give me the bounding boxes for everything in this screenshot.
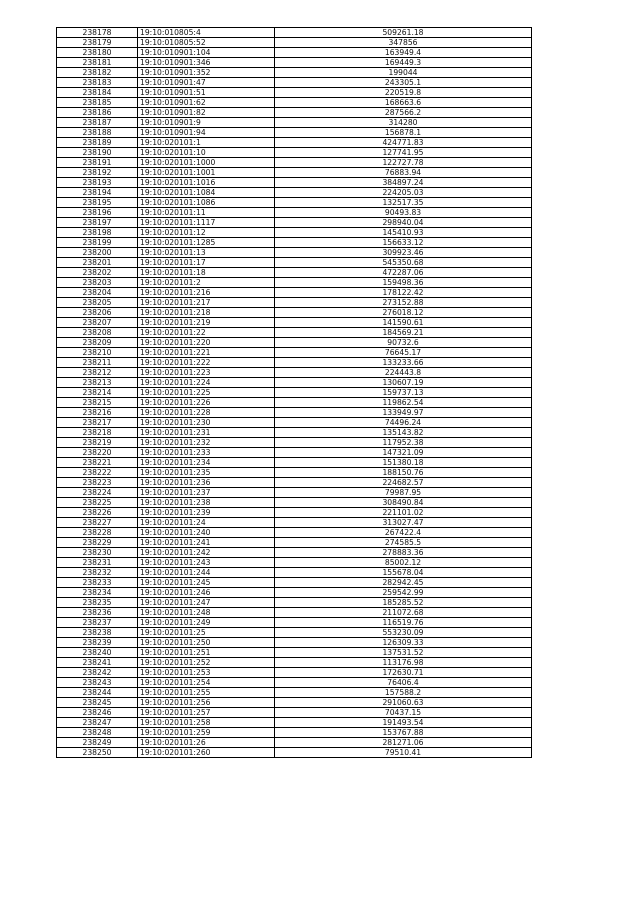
cadastral-number-cell: 19:10:020101:239 xyxy=(138,508,275,518)
row-number-cell: 238210 xyxy=(57,348,138,358)
table-row xyxy=(57,318,532,328)
cadastral-number-cell: 19:10:020101:26 xyxy=(138,738,275,748)
value-cell: 141590.61 xyxy=(275,318,532,328)
value-cell: 267422.4 xyxy=(275,528,532,538)
cadastral-number-cell: 19:10:020101:257 xyxy=(138,708,275,718)
value-cell: 137531.52 xyxy=(275,648,532,658)
value-cell: 133233.66 xyxy=(275,358,532,368)
cadastral-number-cell: 19:10:020101:222 xyxy=(138,358,275,368)
row-number-cell: 238245 xyxy=(57,698,138,708)
value-cell: 76645.17 xyxy=(275,348,532,358)
cadastral-number-cell: 19:10:020101:221 xyxy=(138,348,275,358)
table-row xyxy=(57,248,532,258)
value-cell: 156878.1 xyxy=(275,128,532,138)
row-number-cell: 238229 xyxy=(57,538,138,548)
row-number-cell: 238231 xyxy=(57,558,138,568)
table-row xyxy=(57,618,532,628)
table-row xyxy=(57,48,532,58)
value-cell: 278883.36 xyxy=(275,548,532,558)
row-number-cell: 238236 xyxy=(57,608,138,618)
row-number-cell: 238206 xyxy=(57,308,138,318)
row-number-cell: 238179 xyxy=(57,38,138,48)
value-cell: 90732.6 xyxy=(275,338,532,348)
value-cell: 472287.06 xyxy=(275,268,532,278)
table-row xyxy=(57,568,532,578)
row-number-cell: 238180 xyxy=(57,48,138,58)
row-number-cell: 238241 xyxy=(57,658,138,668)
row-number-cell: 238232 xyxy=(57,568,138,578)
cadastral-number-cell: 19:10:020101:216 xyxy=(138,288,275,298)
cadastral-number-cell: 19:10:020101:25 xyxy=(138,628,275,638)
row-number-cell: 238218 xyxy=(57,428,138,438)
table-row xyxy=(57,358,532,368)
value-cell: 127741.95 xyxy=(275,148,532,158)
row-number-cell: 238237 xyxy=(57,618,138,628)
row-number-cell: 238195 xyxy=(57,198,138,208)
cadastral-number-cell: 19:10:020101:256 xyxy=(138,698,275,708)
row-number-cell: 238247 xyxy=(57,718,138,728)
table-row xyxy=(57,168,532,178)
value-cell: 133949.97 xyxy=(275,408,532,418)
value-cell: 119862.54 xyxy=(275,398,532,408)
cadastral-number-cell: 19:10:020101:246 xyxy=(138,588,275,598)
table-row xyxy=(57,228,532,238)
table-row xyxy=(57,558,532,568)
cadastral-number-cell: 19:10:020101:234 xyxy=(138,458,275,468)
table-body xyxy=(57,28,532,758)
row-number-cell: 238205 xyxy=(57,298,138,308)
cadastral-number-cell: 19:10:020101:1000 xyxy=(138,158,275,168)
row-number-cell: 238214 xyxy=(57,388,138,398)
table-row xyxy=(57,718,532,728)
cadastral-number-cell: 19:10:020101:2 xyxy=(138,278,275,288)
cadastral-number-cell: 19:10:020101:1001 xyxy=(138,168,275,178)
row-number-cell: 238200 xyxy=(57,248,138,258)
value-cell: 74496.24 xyxy=(275,418,532,428)
table-row xyxy=(57,678,532,688)
table-row xyxy=(57,308,532,318)
table-row xyxy=(57,238,532,248)
row-number-cell: 238199 xyxy=(57,238,138,248)
table-row xyxy=(57,268,532,278)
row-number-cell: 238219 xyxy=(57,438,138,448)
cadastral-number-cell: 19:10:020101:232 xyxy=(138,438,275,448)
table-row xyxy=(57,198,532,208)
table-row xyxy=(57,338,532,348)
value-cell: 313027.47 xyxy=(275,518,532,528)
row-number-cell: 238196 xyxy=(57,208,138,218)
table-row xyxy=(57,388,532,398)
row-number-cell: 238243 xyxy=(57,678,138,688)
row-number-cell: 238178 xyxy=(57,28,138,38)
value-cell: 159737.13 xyxy=(275,388,532,398)
value-cell: 185285.52 xyxy=(275,598,532,608)
table-row xyxy=(57,128,532,138)
row-number-cell: 238197 xyxy=(57,218,138,228)
cadastral-number-cell: 19:10:020101:254 xyxy=(138,678,275,688)
cadastral-number-cell: 19:10:020101:13 xyxy=(138,248,275,258)
cadastral-number-cell: 19:10:010901:352 xyxy=(138,68,275,78)
table-row xyxy=(57,398,532,408)
table-row xyxy=(57,418,532,428)
table-row xyxy=(57,378,532,388)
cadastral-number-cell: 19:10:010901:346 xyxy=(138,58,275,68)
cadastral-number-cell: 19:10:010901:82 xyxy=(138,108,275,118)
cadastral-number-cell: 19:10:020101:219 xyxy=(138,318,275,328)
row-number-cell: 238194 xyxy=(57,188,138,198)
value-cell: 168663.6 xyxy=(275,98,532,108)
table-row xyxy=(57,88,532,98)
table-row xyxy=(57,368,532,378)
cadastral-number-cell: 19:10:020101:249 xyxy=(138,618,275,628)
table-row xyxy=(57,288,532,298)
value-cell: 276018.12 xyxy=(275,308,532,318)
table-row xyxy=(57,278,532,288)
table-row xyxy=(57,108,532,118)
row-number-cell: 238235 xyxy=(57,598,138,608)
cadastral-number-cell: 19:10:020101:253 xyxy=(138,668,275,678)
table-row xyxy=(57,728,532,738)
row-number-cell: 238187 xyxy=(57,118,138,128)
cadastral-number-cell: 19:10:010901:104 xyxy=(138,48,275,58)
table-row xyxy=(57,428,532,438)
cadastral-number-cell: 19:10:020101:231 xyxy=(138,428,275,438)
table-row xyxy=(57,68,532,78)
value-cell: 314280 xyxy=(275,118,532,128)
table-row xyxy=(57,508,532,518)
cadastral-number-cell: 19:10:020101:241 xyxy=(138,538,275,548)
table-row xyxy=(57,528,532,538)
table-row xyxy=(57,498,532,508)
table-row xyxy=(57,178,532,188)
value-cell: 153767.88 xyxy=(275,728,532,738)
table-row xyxy=(57,658,532,668)
cadastral-number-cell: 19:10:020101:243 xyxy=(138,558,275,568)
row-number-cell: 238225 xyxy=(57,498,138,508)
row-number-cell: 238186 xyxy=(57,108,138,118)
row-number-cell: 238234 xyxy=(57,588,138,598)
cadastral-number-cell: 19:10:020101:247 xyxy=(138,598,275,608)
cadastral-number-cell: 19:10:020101:248 xyxy=(138,608,275,618)
cadastral-number-cell: 19:10:020101:1084 xyxy=(138,188,275,198)
table-row xyxy=(57,28,532,38)
row-number-cell: 238238 xyxy=(57,628,138,638)
value-cell: 85002.12 xyxy=(275,558,532,568)
value-cell: 224205.03 xyxy=(275,188,532,198)
cadastral-number-cell: 19:10:020101:226 xyxy=(138,398,275,408)
value-cell: 199044 xyxy=(275,68,532,78)
cadastral-number-cell: 19:10:020101:260 xyxy=(138,748,275,758)
value-cell: 211072.68 xyxy=(275,608,532,618)
cadastral-number-cell: 19:10:020101:225 xyxy=(138,388,275,398)
cadastral-number-cell: 19:10:020101:245 xyxy=(138,578,275,588)
value-cell: 424771.83 xyxy=(275,138,532,148)
cadastral-number-cell: 19:10:020101:17 xyxy=(138,258,275,268)
row-number-cell: 238222 xyxy=(57,468,138,478)
cadastral-number-cell: 19:10:020101:1117 xyxy=(138,218,275,228)
row-number-cell: 238182 xyxy=(57,68,138,78)
cadastral-number-cell: 19:10:020101:240 xyxy=(138,528,275,538)
value-cell: 384897.24 xyxy=(275,178,532,188)
data-table xyxy=(56,27,532,758)
cadastral-number-cell: 19:10:010901:62 xyxy=(138,98,275,108)
table-row xyxy=(57,158,532,168)
cadastral-number-cell: 19:10:020101:237 xyxy=(138,488,275,498)
value-cell: 184569.21 xyxy=(275,328,532,338)
row-number-cell: 238212 xyxy=(57,368,138,378)
table-row xyxy=(57,488,532,498)
cadastral-number-cell: 19:10:020101:11 xyxy=(138,208,275,218)
row-number-cell: 238226 xyxy=(57,508,138,518)
cadastral-number-cell: 19:10:020101:235 xyxy=(138,468,275,478)
table-row xyxy=(57,478,532,488)
table-row xyxy=(57,538,532,548)
row-number-cell: 238230 xyxy=(57,548,138,558)
cadastral-number-cell: 19:10:010901:9 xyxy=(138,118,275,128)
value-cell: 126309.33 xyxy=(275,638,532,648)
value-cell: 188150.76 xyxy=(275,468,532,478)
table-row xyxy=(57,118,532,128)
value-cell: 122727.78 xyxy=(275,158,532,168)
cadastral-number-cell: 19:10:020101:233 xyxy=(138,448,275,458)
table-row xyxy=(57,218,532,228)
value-cell: 282942.45 xyxy=(275,578,532,588)
table-row xyxy=(57,738,532,748)
table-row xyxy=(57,628,532,638)
cadastral-number-cell: 19:10:020101:220 xyxy=(138,338,275,348)
value-cell: 151380.18 xyxy=(275,458,532,468)
cadastral-number-cell: 19:10:020101:242 xyxy=(138,548,275,558)
cadastral-number-cell: 19:10:020101:258 xyxy=(138,718,275,728)
cadastral-number-cell: 19:10:020101:22 xyxy=(138,328,275,338)
cadastral-number-cell: 19:10:020101:217 xyxy=(138,298,275,308)
row-number-cell: 238184 xyxy=(57,88,138,98)
table-row xyxy=(57,448,532,458)
table-row xyxy=(57,688,532,698)
value-cell: 130607.19 xyxy=(275,378,532,388)
cadastral-number-cell: 19:10:020101:252 xyxy=(138,658,275,668)
cadastral-number-cell: 19:10:010805:4 xyxy=(138,28,275,38)
cadastral-number-cell: 19:10:020101:224 xyxy=(138,378,275,388)
row-number-cell: 238203 xyxy=(57,278,138,288)
value-cell: 156633.12 xyxy=(275,238,532,248)
table-row xyxy=(57,98,532,108)
cadastral-number-cell: 19:10:010901:94 xyxy=(138,128,275,138)
table-row xyxy=(57,188,532,198)
table-row xyxy=(57,598,532,608)
row-number-cell: 238188 xyxy=(57,128,138,138)
row-number-cell: 238201 xyxy=(57,258,138,268)
value-cell: 169449.3 xyxy=(275,58,532,68)
value-cell: 135143.82 xyxy=(275,428,532,438)
table-row xyxy=(57,578,532,588)
row-number-cell: 238244 xyxy=(57,688,138,698)
row-number-cell: 238208 xyxy=(57,328,138,338)
table-row xyxy=(57,58,532,68)
value-cell: 113176.98 xyxy=(275,658,532,668)
value-cell: 178122.42 xyxy=(275,288,532,298)
row-number-cell: 238190 xyxy=(57,148,138,158)
cadastral-number-cell: 19:10:020101:255 xyxy=(138,688,275,698)
value-cell: 309923.46 xyxy=(275,248,532,258)
row-number-cell: 238207 xyxy=(57,318,138,328)
value-cell: 76883.94 xyxy=(275,168,532,178)
table-row xyxy=(57,138,532,148)
row-number-cell: 238216 xyxy=(57,408,138,418)
value-cell: 287566.2 xyxy=(275,108,532,118)
table-row xyxy=(57,458,532,468)
value-cell: 273152.88 xyxy=(275,298,532,308)
table-row xyxy=(57,298,532,308)
table-row xyxy=(57,468,532,478)
value-cell: 147321.09 xyxy=(275,448,532,458)
cadastral-number-cell: 19:10:020101:1 xyxy=(138,138,275,148)
cadastral-number-cell: 19:10:020101:238 xyxy=(138,498,275,508)
value-cell: 347856 xyxy=(275,38,532,48)
table-row xyxy=(57,748,532,758)
row-number-cell: 238248 xyxy=(57,728,138,738)
value-cell: 159498.36 xyxy=(275,278,532,288)
row-number-cell: 238198 xyxy=(57,228,138,238)
value-cell: 220519.8 xyxy=(275,88,532,98)
row-number-cell: 238192 xyxy=(57,168,138,178)
cadastral-number-cell: 19:10:020101:259 xyxy=(138,728,275,738)
value-cell: 70437.15 xyxy=(275,708,532,718)
value-cell: 224443.8 xyxy=(275,368,532,378)
table-row xyxy=(57,638,532,648)
table-row xyxy=(57,78,532,88)
row-number-cell: 238233 xyxy=(57,578,138,588)
value-cell: 259542.99 xyxy=(275,588,532,598)
value-cell: 243305.1 xyxy=(275,78,532,88)
row-number-cell: 238221 xyxy=(57,458,138,468)
row-number-cell: 238240 xyxy=(57,648,138,658)
table-row xyxy=(57,258,532,268)
cadastral-number-cell: 19:10:020101:218 xyxy=(138,308,275,318)
cadastral-number-cell: 19:10:020101:12 xyxy=(138,228,275,238)
cadastral-number-cell: 19:10:020101:1086 xyxy=(138,198,275,208)
table-row xyxy=(57,328,532,338)
value-cell: 298940.04 xyxy=(275,218,532,228)
value-cell: 79510.41 xyxy=(275,748,532,758)
row-number-cell: 238250 xyxy=(57,748,138,758)
row-number-cell: 238215 xyxy=(57,398,138,408)
row-number-cell: 238227 xyxy=(57,518,138,528)
cadastral-number-cell: 19:10:020101:230 xyxy=(138,418,275,428)
value-cell: 117952.38 xyxy=(275,438,532,448)
row-number-cell: 238204 xyxy=(57,288,138,298)
cadastral-number-cell: 19:10:020101:236 xyxy=(138,478,275,488)
cadastral-number-cell: 19:10:020101:24 xyxy=(138,518,275,528)
value-cell: 308490.84 xyxy=(275,498,532,508)
value-cell: 545350.68 xyxy=(275,258,532,268)
table-row xyxy=(57,648,532,658)
cadastral-number-cell: 19:10:010901:51 xyxy=(138,88,275,98)
value-cell: 274585.5 xyxy=(275,538,532,548)
row-number-cell: 238209 xyxy=(57,338,138,348)
cadastral-number-cell: 19:10:010901:47 xyxy=(138,78,275,88)
table-row xyxy=(57,38,532,48)
row-number-cell: 238183 xyxy=(57,78,138,88)
value-cell: 221101.02 xyxy=(275,508,532,518)
table-row xyxy=(57,518,532,528)
value-cell: 281271.06 xyxy=(275,738,532,748)
row-number-cell: 238217 xyxy=(57,418,138,428)
value-cell: 90493.83 xyxy=(275,208,532,218)
row-number-cell: 238239 xyxy=(57,638,138,648)
row-number-cell: 238181 xyxy=(57,58,138,68)
row-number-cell: 238223 xyxy=(57,478,138,488)
cadastral-number-cell: 19:10:020101:228 xyxy=(138,408,275,418)
cadastral-number-cell: 19:10:020101:18 xyxy=(138,268,275,278)
table-row xyxy=(57,208,532,218)
value-cell: 553230.09 xyxy=(275,628,532,638)
value-cell: 191493.54 xyxy=(275,718,532,728)
row-number-cell: 238185 xyxy=(57,98,138,108)
table-row xyxy=(57,698,532,708)
table-row xyxy=(57,408,532,418)
row-number-cell: 238189 xyxy=(57,138,138,148)
row-number-cell: 238193 xyxy=(57,178,138,188)
row-number-cell: 238213 xyxy=(57,378,138,388)
row-number-cell: 238202 xyxy=(57,268,138,278)
row-number-cell: 238211 xyxy=(57,358,138,368)
cadastral-number-cell: 19:10:020101:251 xyxy=(138,648,275,658)
value-cell: 163949.4 xyxy=(275,48,532,58)
value-cell: 116519.76 xyxy=(275,618,532,628)
value-cell: 155678.04 xyxy=(275,568,532,578)
cadastral-number-cell: 19:10:020101:1016 xyxy=(138,178,275,188)
table-row xyxy=(57,438,532,448)
value-cell: 172630.71 xyxy=(275,668,532,678)
cadastral-number-cell: 19:10:020101:244 xyxy=(138,568,275,578)
table-row xyxy=(57,548,532,558)
cadastral-number-cell: 19:10:020101:1285 xyxy=(138,238,275,248)
row-number-cell: 238249 xyxy=(57,738,138,748)
cadastral-number-cell: 19:10:010805:52 xyxy=(138,38,275,48)
table-row xyxy=(57,668,532,678)
table-row xyxy=(57,608,532,618)
table-row xyxy=(57,588,532,598)
value-cell: 291060.63 xyxy=(275,698,532,708)
value-cell: 145410.93 xyxy=(275,228,532,238)
row-number-cell: 238228 xyxy=(57,528,138,538)
table-row xyxy=(57,148,532,158)
value-cell: 224682.57 xyxy=(275,478,532,488)
value-cell: 79987.95 xyxy=(275,488,532,498)
cadastral-number-cell: 19:10:020101:10 xyxy=(138,148,275,158)
row-number-cell: 238220 xyxy=(57,448,138,458)
value-cell: 132517.35 xyxy=(275,198,532,208)
row-number-cell: 238246 xyxy=(57,708,138,718)
row-number-cell: 238242 xyxy=(57,668,138,678)
cadastral-number-cell: 19:10:020101:250 xyxy=(138,638,275,648)
table-row xyxy=(57,348,532,358)
row-number-cell: 238224 xyxy=(57,488,138,498)
value-cell: 509261.18 xyxy=(275,28,532,38)
value-cell: 76406.4 xyxy=(275,678,532,688)
row-number-cell: 238191 xyxy=(57,158,138,168)
cadastral-number-cell: 19:10:020101:223 xyxy=(138,368,275,378)
table-row xyxy=(57,708,532,718)
value-cell: 157588.2 xyxy=(275,688,532,698)
